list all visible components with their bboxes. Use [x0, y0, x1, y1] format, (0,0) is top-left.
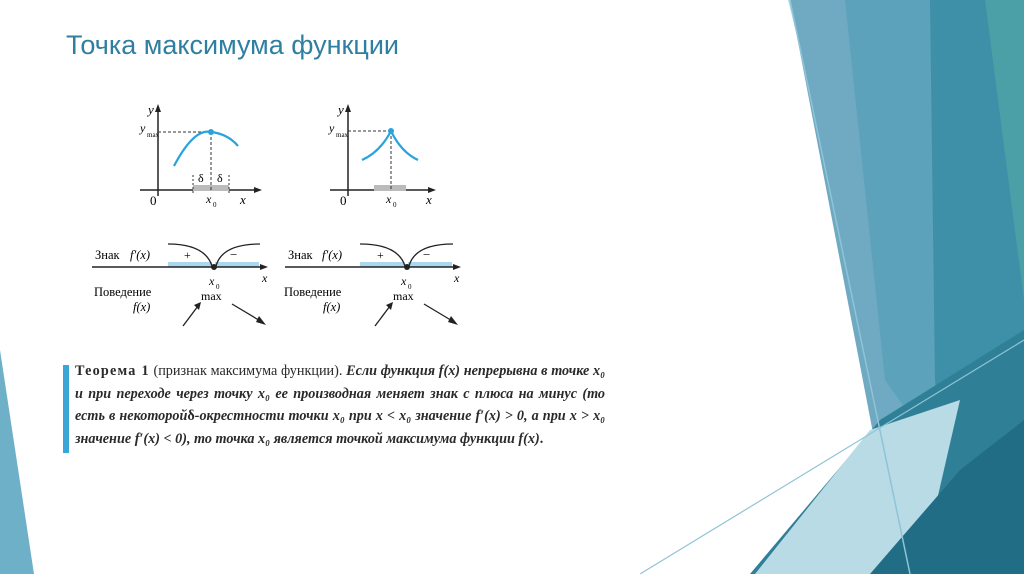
behavior1-up-arrow — [183, 306, 198, 326]
graph1-ymax-sub: max — [147, 131, 160, 139]
theorem-cond-right: x > x₀ — [569, 408, 606, 424]
theorem-end: . — [539, 430, 544, 447]
theorem-cond-right-val: f′(x) < 0 — [134, 430, 183, 447]
sign1-x0-point — [211, 264, 217, 270]
graph2-max-point — [388, 128, 394, 134]
behavior1-fn: f(x) — [133, 300, 151, 314]
theorem-cond-left-val: f′(x) > 0 — [475, 408, 525, 424]
sign1-axis-arrow — [260, 264, 268, 270]
behavior2-fn: f(x) — [323, 300, 341, 314]
graph2-curve-right — [391, 131, 418, 160]
behavior1-up-arrowhead — [194, 302, 201, 310]
page-title: Точка максимума функции — [66, 30, 399, 60]
theorem-text-3: и при переходе через точку — [75, 385, 253, 402]
sign1-minus: − — [230, 247, 238, 262]
graph1-max-point — [208, 129, 214, 135]
theorem-fx-1: f(x) — [438, 363, 461, 379]
behavior1-label: Поведение — [94, 285, 152, 299]
sign2-axis-arrow — [453, 264, 461, 270]
behavior1-down-arrowhead — [256, 316, 266, 325]
graph2-x0-label: x — [386, 192, 392, 206]
theorem-heading: Теорема 1 — [75, 363, 150, 379]
graph1-x0-label: x — [206, 192, 212, 206]
theorem-x0-1: x₀ — [593, 363, 606, 379]
sign2-x0-label: x — [401, 274, 407, 288]
graph1-y-arrow — [155, 104, 161, 112]
sign2-x0-sub: 0 — [408, 283, 412, 291]
sign1-max: max — [201, 289, 222, 303]
sign1-x0-sub: 0 — [216, 283, 220, 291]
sign1-label: Знак — [95, 248, 120, 262]
theorem-text-9: ), то точка — [182, 430, 255, 447]
graph1-y-label: y — [148, 102, 154, 117]
behavior2-up-arrow — [375, 306, 390, 326]
theorem-text-7b: значение — [75, 430, 132, 447]
sign2-max: max — [393, 289, 414, 303]
behavior2-up-arrowhead — [386, 302, 393, 310]
graph2-x-label: x — [426, 192, 432, 207]
theorem-text-2: непрерывна в точке — [463, 363, 590, 379]
behavior2-down-arrowhead — [448, 316, 458, 325]
theorem-text-6: при — [348, 408, 372, 424]
sign-diagram-2 — [284, 244, 461, 326]
sign2-fn: f′(x) — [322, 248, 343, 262]
sign1-fn: f′(x) — [130, 248, 151, 262]
sign-diagram-1 — [92, 244, 268, 326]
theorem-cond-left: x < x₀ — [375, 408, 412, 424]
graph1-x-label: x — [240, 192, 246, 207]
graph1-curve — [174, 132, 238, 166]
theorem-x0-3: x₀ — [332, 408, 345, 424]
theorem-text-10: является точкой максимума функции — [273, 430, 515, 447]
graph1-origin: 0 — [150, 193, 157, 208]
graph1-x-arrow — [254, 187, 262, 193]
graph2-interval — [374, 185, 406, 191]
graph-smooth-max — [139, 102, 262, 209]
theorem-text-5: -окрестности точки — [194, 408, 329, 424]
theorem-text — [75, 360, 605, 450]
sign2-x-label: x — [454, 271, 460, 285]
theorem-text-1: Если функция — [346, 363, 436, 379]
sign2-plus: + — [377, 248, 384, 262]
graph2-curve-left — [362, 131, 391, 160]
sign1-x0-label: x — [209, 274, 215, 288]
sign2-label: Знак — [288, 248, 313, 262]
sign1-plus: + — [184, 248, 191, 262]
theorem-x0-2: x₀ — [257, 385, 270, 402]
sign1-x-label: x — [262, 271, 268, 285]
graph1-delta-right-label: δ — [217, 171, 223, 185]
graph2-y-label: y — [338, 102, 344, 117]
theorem-text-7: значение — [415, 408, 472, 424]
graph1-delta-left-label: δ — [198, 171, 204, 185]
graph1-ymax-label: y — [140, 121, 146, 135]
theorem-x0-4: x₀ — [258, 430, 271, 447]
behavior2-label: Поведение — [284, 285, 342, 299]
sign2-minus: − — [423, 247, 431, 262]
theorem-text-8: , а при — [524, 408, 566, 424]
graph2-y-arrow — [345, 104, 351, 112]
graph2-x0-sub: 0 — [393, 201, 397, 209]
theorem-fx-2: f(x) — [518, 430, 540, 447]
graph2-origin: 0 — [340, 193, 347, 208]
graph2-ymax-sub: max — [336, 131, 349, 139]
theorem-text-4: ее производная меняет знак с плюса на минус (то есть в некоторой — [75, 385, 606, 424]
theorem-accent-bar — [63, 365, 69, 453]
graph2-ymax-label: y — [329, 121, 335, 135]
graph-cusp-max — [328, 102, 436, 209]
theorem-delta: δ — [187, 408, 195, 424]
graph1-x0-sub: 0 — [213, 201, 217, 209]
theorem-heading-paren: (признак максимума функции). — [153, 363, 343, 379]
sign2-x0-point — [404, 264, 410, 270]
